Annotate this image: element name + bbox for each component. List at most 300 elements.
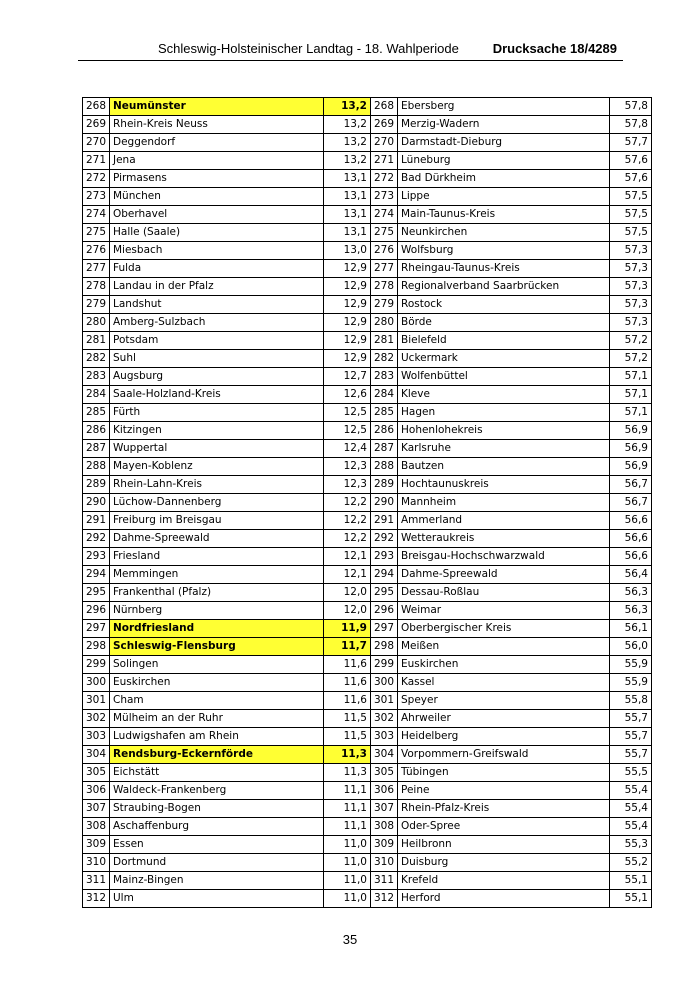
right-value-cell: 56,6	[610, 530, 652, 548]
right-rank-cell: 277	[371, 260, 398, 278]
left-rank-cell: 269	[83, 116, 110, 134]
left-name-cell: Amberg-Sulzbach	[110, 314, 324, 332]
header-title: Schleswig-Holsteinischer Landtag - 18. Wahlperiode	[158, 41, 459, 56]
right-name-cell: Breisgau-Hochschwarzwald	[398, 548, 610, 566]
right-name-cell: Tübingen	[398, 764, 610, 782]
right-name-cell: Wolfenbüttel	[398, 368, 610, 386]
right-rank-cell: 269	[371, 116, 398, 134]
left-name-cell: München	[110, 188, 324, 206]
right-rank-cell: 268	[371, 98, 398, 116]
left-name-cell: Halle (Saale)	[110, 224, 324, 242]
left-rank-cell: 294	[83, 566, 110, 584]
right-value-cell: 57,5	[610, 188, 652, 206]
table-row	[83, 800, 652, 818]
left-value-cell: 11,0	[324, 854, 371, 872]
right-rank-cell: 274	[371, 206, 398, 224]
table-row	[83, 332, 652, 350]
right-value-cell: 55,9	[610, 656, 652, 674]
left-rank-cell: 299	[83, 656, 110, 674]
left-value-cell: 11,0	[324, 890, 371, 908]
left-value-cell: 11,1	[324, 800, 371, 818]
right-rank-cell: 284	[371, 386, 398, 404]
right-rank-cell: 308	[371, 818, 398, 836]
right-value-cell: 55,7	[610, 710, 652, 728]
left-rank-cell: 306	[83, 782, 110, 800]
left-name-cell: Cham	[110, 692, 324, 710]
left-name-cell: Ludwigshafen am Rhein	[110, 728, 324, 746]
right-name-cell: Peine	[398, 782, 610, 800]
table-row	[83, 188, 652, 206]
right-value-cell: 57,7	[610, 134, 652, 152]
left-value-cell: 12,9	[324, 278, 371, 296]
left-rank-cell: 298	[83, 638, 110, 656]
right-value-cell: 55,4	[610, 782, 652, 800]
left-name-cell: Saale-Holzland-Kreis	[110, 386, 324, 404]
right-rank-cell: 294	[371, 566, 398, 584]
table-row	[83, 98, 652, 116]
left-value-cell: 12,3	[324, 458, 371, 476]
left-rank-cell: 304	[83, 746, 110, 764]
left-name-cell: Essen	[110, 836, 324, 854]
left-name-cell: Friesland	[110, 548, 324, 566]
left-rank-cell: 295	[83, 584, 110, 602]
left-value-cell: 12,1	[324, 548, 371, 566]
left-name-cell: Fürth	[110, 404, 324, 422]
right-name-cell: Lüneburg	[398, 152, 610, 170]
left-rank-cell: 308	[83, 818, 110, 836]
left-name-cell: Memmingen	[110, 566, 324, 584]
right-rank-cell: 293	[371, 548, 398, 566]
table-row	[83, 206, 652, 224]
table-row	[83, 710, 652, 728]
left-value-cell: 11,7	[324, 638, 371, 656]
right-name-cell: Ebersberg	[398, 98, 610, 116]
left-rank-cell: 293	[83, 548, 110, 566]
right-name-cell: Regionalverband Saarbrücken	[398, 278, 610, 296]
table-row	[83, 512, 652, 530]
table-row	[83, 638, 652, 656]
left-rank-cell: 290	[83, 494, 110, 512]
left-name-cell: Waldeck-Frankenberg	[110, 782, 324, 800]
right-value-cell: 56,7	[610, 476, 652, 494]
right-name-cell: Meißen	[398, 638, 610, 656]
right-rank-cell: 276	[371, 242, 398, 260]
table-row	[83, 296, 652, 314]
left-name-cell: Aschaffenburg	[110, 818, 324, 836]
left-name-cell: Mayen-Koblenz	[110, 458, 324, 476]
right-rank-cell: 296	[371, 602, 398, 620]
right-name-cell: Börde	[398, 314, 610, 332]
left-value-cell: 12,0	[324, 602, 371, 620]
table-row	[83, 620, 652, 638]
left-rank-cell: 283	[83, 368, 110, 386]
right-value-cell: 57,6	[610, 170, 652, 188]
left-name-cell: Miesbach	[110, 242, 324, 260]
right-value-cell: 55,1	[610, 872, 652, 890]
left-name-cell: Suhl	[110, 350, 324, 368]
table-row	[83, 818, 652, 836]
right-name-cell: Krefeld	[398, 872, 610, 890]
left-value-cell: 11,6	[324, 692, 371, 710]
table-row	[83, 458, 652, 476]
right-name-cell: Uckermark	[398, 350, 610, 368]
left-name-cell: Ulm	[110, 890, 324, 908]
table-row	[83, 854, 652, 872]
table-row	[83, 404, 652, 422]
table-row	[83, 278, 652, 296]
right-name-cell: Herford	[398, 890, 610, 908]
left-value-cell: 11,6	[324, 656, 371, 674]
left-value-cell: 13,2	[324, 134, 371, 152]
table-row	[83, 440, 652, 458]
right-name-cell: Darmstadt-Dieburg	[398, 134, 610, 152]
right-name-cell: Lippe	[398, 188, 610, 206]
right-name-cell: Merzig-Wadern	[398, 116, 610, 134]
right-name-cell: Euskirchen	[398, 656, 610, 674]
left-name-cell: Pirmasens	[110, 170, 324, 188]
table-row	[83, 890, 652, 908]
right-value-cell: 56,6	[610, 512, 652, 530]
left-rank-cell: 275	[83, 224, 110, 242]
table-row	[83, 836, 652, 854]
left-value-cell: 13,1	[324, 188, 371, 206]
right-value-cell: 55,8	[610, 692, 652, 710]
right-value-cell: 56,9	[610, 440, 652, 458]
left-value-cell: 12,2	[324, 494, 371, 512]
left-name-cell: Euskirchen	[110, 674, 324, 692]
right-value-cell: 57,6	[610, 152, 652, 170]
left-value-cell: 11,9	[324, 620, 371, 638]
left-value-cell: 11,0	[324, 872, 371, 890]
left-name-cell: Schleswig-Flensburg	[110, 638, 324, 656]
left-name-cell: Frankenthal (Pfalz)	[110, 584, 324, 602]
left-rank-cell: 278	[83, 278, 110, 296]
right-value-cell: 55,7	[610, 746, 652, 764]
right-name-cell: Speyer	[398, 692, 610, 710]
right-name-cell: Bielefeld	[398, 332, 610, 350]
right-name-cell: Main-Taunus-Kreis	[398, 206, 610, 224]
table-row	[83, 674, 652, 692]
right-name-cell: Bautzen	[398, 458, 610, 476]
right-name-cell: Heidelberg	[398, 728, 610, 746]
right-value-cell: 56,3	[610, 602, 652, 620]
right-rank-cell: 285	[371, 404, 398, 422]
table-row	[83, 584, 652, 602]
table-row	[83, 764, 652, 782]
left-rank-cell: 268	[83, 98, 110, 116]
left-value-cell: 11,0	[324, 836, 371, 854]
left-name-cell: Solingen	[110, 656, 324, 674]
right-name-cell: Dessau-Roßlau	[398, 584, 610, 602]
right-rank-cell: 290	[371, 494, 398, 512]
left-value-cell: 12,5	[324, 404, 371, 422]
table-row	[83, 260, 652, 278]
table-row	[83, 242, 652, 260]
left-value-cell: 11,3	[324, 746, 371, 764]
right-name-cell: Weimar	[398, 602, 610, 620]
right-rank-cell: 273	[371, 188, 398, 206]
table-row	[83, 152, 652, 170]
left-rank-cell: 303	[83, 728, 110, 746]
right-name-cell: Oder-Spree	[398, 818, 610, 836]
right-value-cell: 56,1	[610, 620, 652, 638]
left-name-cell: Dortmund	[110, 854, 324, 872]
right-rank-cell: 292	[371, 530, 398, 548]
right-rank-cell: 271	[371, 152, 398, 170]
left-name-cell: Mainz-Bingen	[110, 872, 324, 890]
right-name-cell: Rhein-Pfalz-Kreis	[398, 800, 610, 818]
left-rank-cell: 272	[83, 170, 110, 188]
left-value-cell: 11,1	[324, 782, 371, 800]
right-name-cell: Bad Dürkheim	[398, 170, 610, 188]
left-value-cell: 12,9	[324, 332, 371, 350]
left-name-cell: Fulda	[110, 260, 324, 278]
right-value-cell: 55,7	[610, 728, 652, 746]
left-rank-cell: 280	[83, 314, 110, 332]
left-value-cell: 12,9	[324, 296, 371, 314]
left-rank-cell: 285	[83, 404, 110, 422]
right-value-cell: 55,9	[610, 674, 652, 692]
left-value-cell: 11,5	[324, 728, 371, 746]
left-rank-cell: 273	[83, 188, 110, 206]
left-value-cell: 12,4	[324, 440, 371, 458]
right-value-cell: 57,3	[610, 296, 652, 314]
left-name-cell: Landau in der Pfalz	[110, 278, 324, 296]
right-value-cell: 55,3	[610, 836, 652, 854]
right-rank-cell: 300	[371, 674, 398, 692]
left-rank-cell: 307	[83, 800, 110, 818]
left-value-cell: 13,2	[324, 116, 371, 134]
left-name-cell: Kitzingen	[110, 422, 324, 440]
left-name-cell: Nordfriesland	[110, 620, 324, 638]
right-name-cell: Kassel	[398, 674, 610, 692]
left-rank-cell: 277	[83, 260, 110, 278]
right-value-cell: 57,3	[610, 278, 652, 296]
left-rank-cell: 282	[83, 350, 110, 368]
left-rank-cell: 286	[83, 422, 110, 440]
left-rank-cell: 288	[83, 458, 110, 476]
right-rank-cell: 304	[371, 746, 398, 764]
right-name-cell: Rostock	[398, 296, 610, 314]
right-rank-cell: 281	[371, 332, 398, 350]
right-rank-cell: 291	[371, 512, 398, 530]
left-rank-cell: 284	[83, 386, 110, 404]
left-rank-cell: 270	[83, 134, 110, 152]
right-value-cell: 56,7	[610, 494, 652, 512]
right-rank-cell: 279	[371, 296, 398, 314]
left-rank-cell: 281	[83, 332, 110, 350]
right-name-cell: Hagen	[398, 404, 610, 422]
left-value-cell: 13,1	[324, 170, 371, 188]
left-rank-cell: 271	[83, 152, 110, 170]
right-value-cell: 56,3	[610, 584, 652, 602]
left-value-cell: 13,2	[324, 152, 371, 170]
left-value-cell: 13,1	[324, 224, 371, 242]
right-rank-cell: 272	[371, 170, 398, 188]
left-value-cell: 11,6	[324, 674, 371, 692]
left-name-cell: Potsdam	[110, 332, 324, 350]
left-rank-cell: 310	[83, 854, 110, 872]
left-value-cell: 12,9	[324, 314, 371, 332]
right-value-cell: 56,6	[610, 548, 652, 566]
left-rank-cell: 291	[83, 512, 110, 530]
page-header	[78, 38, 623, 61]
left-rank-cell: 311	[83, 872, 110, 890]
right-name-cell: Ammerland	[398, 512, 610, 530]
left-rank-cell: 302	[83, 710, 110, 728]
left-name-cell: Rendsburg-Eckernförde	[110, 746, 324, 764]
left-name-cell: Rhein-Lahn-Kreis	[110, 476, 324, 494]
right-name-cell: Oberbergischer Kreis	[398, 620, 610, 638]
right-value-cell: 57,1	[610, 404, 652, 422]
table-row	[83, 782, 652, 800]
table-row	[83, 314, 652, 332]
table-row	[83, 548, 652, 566]
left-rank-cell: 292	[83, 530, 110, 548]
table-row	[83, 530, 652, 548]
right-name-cell: Vorpommern-Greifswald	[398, 746, 610, 764]
right-rank-cell: 312	[371, 890, 398, 908]
left-name-cell: Landshut	[110, 296, 324, 314]
right-rank-cell: 289	[371, 476, 398, 494]
right-name-cell: Dahme-Spreewald	[398, 566, 610, 584]
left-value-cell: 13,1	[324, 206, 371, 224]
table-row	[83, 170, 652, 188]
left-value-cell: 12,5	[324, 422, 371, 440]
right-value-cell: 55,5	[610, 764, 652, 782]
left-rank-cell: 297	[83, 620, 110, 638]
table-row	[83, 368, 652, 386]
right-name-cell: Mannheim	[398, 494, 610, 512]
page-number: 35	[342, 932, 358, 947]
right-rank-cell: 280	[371, 314, 398, 332]
left-name-cell: Mülheim an der Ruhr	[110, 710, 324, 728]
left-value-cell: 11,5	[324, 710, 371, 728]
right-value-cell: 56,9	[610, 458, 652, 476]
right-rank-cell: 282	[371, 350, 398, 368]
right-value-cell: 55,4	[610, 800, 652, 818]
right-value-cell: 57,5	[610, 224, 652, 242]
table-row	[83, 224, 652, 242]
left-value-cell: 11,1	[324, 818, 371, 836]
right-rank-cell: 295	[371, 584, 398, 602]
left-name-cell: Oberhavel	[110, 206, 324, 224]
left-rank-cell: 279	[83, 296, 110, 314]
right-rank-cell: 299	[371, 656, 398, 674]
right-rank-cell: 307	[371, 800, 398, 818]
left-value-cell: 12,9	[324, 350, 371, 368]
left-value-cell: 13,0	[324, 242, 371, 260]
right-name-cell: Duisburg	[398, 854, 610, 872]
right-value-cell: 56,4	[610, 566, 652, 584]
left-rank-cell: 296	[83, 602, 110, 620]
left-value-cell: 11,3	[324, 764, 371, 782]
left-name-cell: Deggendorf	[110, 134, 324, 152]
table-row	[83, 116, 652, 134]
right-rank-cell: 309	[371, 836, 398, 854]
right-rank-cell: 270	[371, 134, 398, 152]
left-name-cell: Freiburg im Breisgau	[110, 512, 324, 530]
table-row	[83, 350, 652, 368]
table-row	[83, 692, 652, 710]
right-value-cell: 57,3	[610, 314, 652, 332]
right-value-cell: 57,2	[610, 332, 652, 350]
left-value-cell: 12,3	[324, 476, 371, 494]
right-name-cell: Ahrweiler	[398, 710, 610, 728]
right-value-cell: 57,2	[610, 350, 652, 368]
table-row	[83, 872, 652, 890]
table-row	[83, 386, 652, 404]
right-name-cell: Hochtaunuskreis	[398, 476, 610, 494]
right-value-cell: 57,3	[610, 242, 652, 260]
table-row	[83, 656, 652, 674]
left-value-cell: 12,6	[324, 386, 371, 404]
right-rank-cell: 275	[371, 224, 398, 242]
right-name-cell: Heilbronn	[398, 836, 610, 854]
left-rank-cell: 309	[83, 836, 110, 854]
table-row	[83, 494, 652, 512]
right-value-cell: 56,0	[610, 638, 652, 656]
right-rank-cell: 286	[371, 422, 398, 440]
left-value-cell: 12,0	[324, 584, 371, 602]
right-rank-cell: 301	[371, 692, 398, 710]
document-number: Drucksache 18/4289	[492, 41, 617, 56]
right-rank-cell: 310	[371, 854, 398, 872]
right-rank-cell: 311	[371, 872, 398, 890]
right-value-cell: 56,9	[610, 422, 652, 440]
left-rank-cell: 276	[83, 242, 110, 260]
table-row	[83, 728, 652, 746]
right-name-cell: Hohenlohekreis	[398, 422, 610, 440]
right-value-cell: 55,4	[610, 818, 652, 836]
right-name-cell: Wetteraukreis	[398, 530, 610, 548]
left-name-cell: Augsburg	[110, 368, 324, 386]
left-name-cell: Straubing-Bogen	[110, 800, 324, 818]
right-rank-cell: 287	[371, 440, 398, 458]
table-row	[83, 422, 652, 440]
table-row	[83, 134, 652, 152]
right-rank-cell: 283	[371, 368, 398, 386]
left-rank-cell: 312	[83, 890, 110, 908]
table-row	[83, 746, 652, 764]
right-value-cell: 57,5	[610, 206, 652, 224]
left-rank-cell: 287	[83, 440, 110, 458]
table-row	[83, 566, 652, 584]
left-name-cell: Jena	[110, 152, 324, 170]
right-value-cell: 57,8	[610, 98, 652, 116]
left-value-cell: 12,7	[324, 368, 371, 386]
left-value-cell: 12,2	[324, 530, 371, 548]
right-rank-cell: 303	[371, 728, 398, 746]
right-rank-cell: 302	[371, 710, 398, 728]
left-name-cell: Lüchow-Dannenberg	[110, 494, 324, 512]
left-value-cell: 12,9	[324, 260, 371, 278]
right-rank-cell: 278	[371, 278, 398, 296]
right-rank-cell: 305	[371, 764, 398, 782]
table-row	[83, 476, 652, 494]
left-name-cell: Nürnberg	[110, 602, 324, 620]
right-name-cell: Wolfsburg	[398, 242, 610, 260]
left-value-cell: 13,2	[324, 98, 371, 116]
left-rank-cell: 289	[83, 476, 110, 494]
ranking-table-body	[83, 98, 652, 908]
ranking-table	[82, 97, 652, 908]
left-name-cell: Neumünster	[110, 98, 324, 116]
right-name-cell: Karlsruhe	[398, 440, 610, 458]
right-name-cell: Kleve	[398, 386, 610, 404]
right-rank-cell: 288	[371, 458, 398, 476]
right-value-cell: 57,8	[610, 116, 652, 134]
